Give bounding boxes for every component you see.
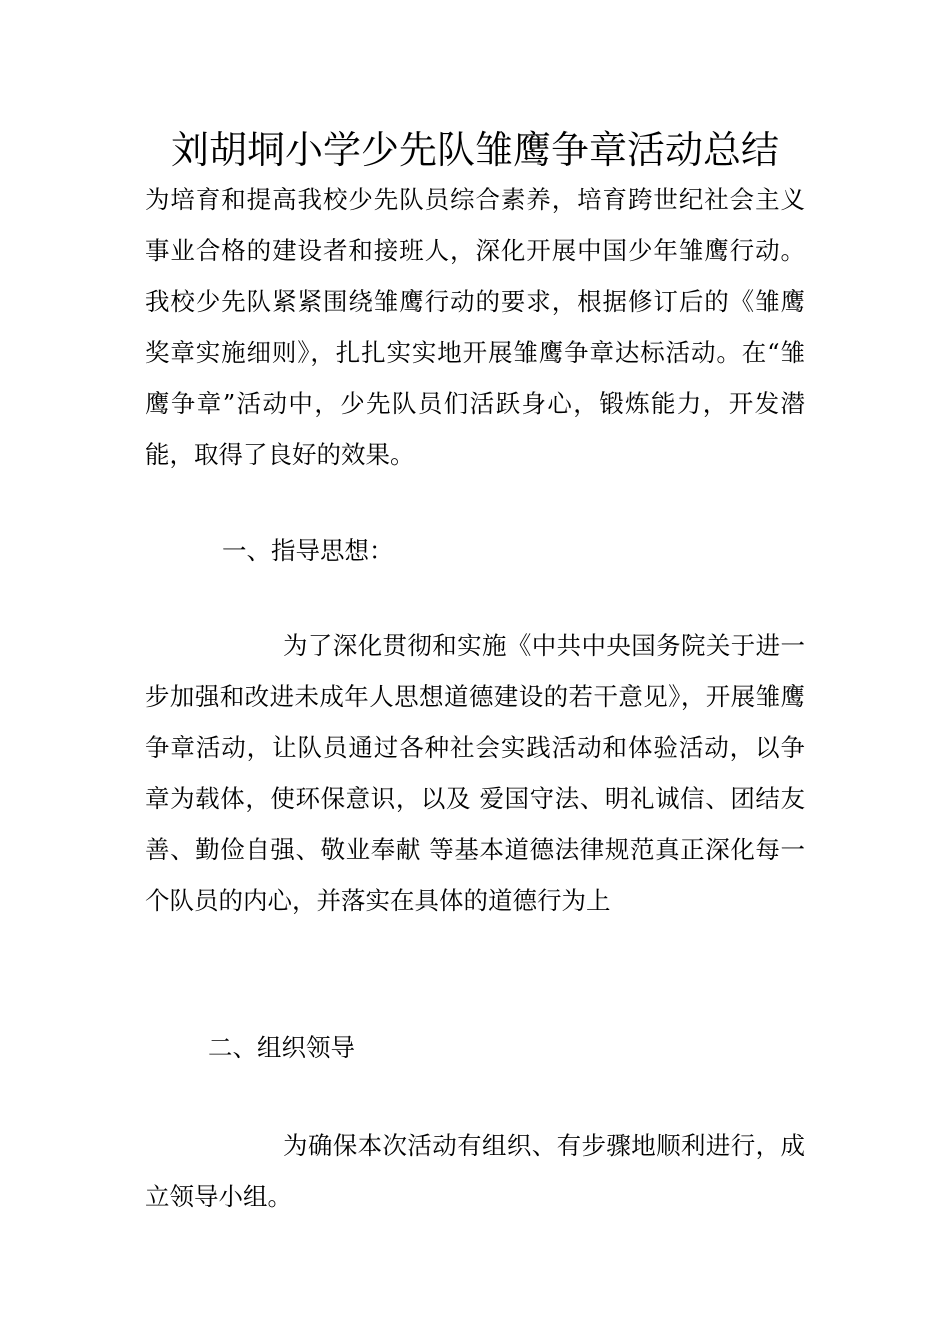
document-title: 刘胡垌小学少先队雏鹰争章活动总结 [170,128,779,172]
organization-paragraph: 为确保本次活动有组织、有步骤地顺利进行，成立领导小组。 [145,1131,805,1211]
guiding-ideology-paragraph: 为了深化贯彻和实施《中共中央国务院关于进一步加强和改进未成年人思想道德建设的若干意见》，开展雏鹰争章活动，让队员通过各种社会实践活动和体验活动，以争章为载体，使环保意识，以及 爱国守法、明礼诚信、团结友善、勤俭自强、敬业奉献 等基本道德法律规范真正深化每一个队员的内心，并落实在具体的道德行为上 [145,631,805,915]
section-heading-guiding-ideology: 一、指导思想： [222,536,394,565]
intro-paragraph: 为培育和提高我校少先队员综合素养，培育跨世纪社会主义事业合格的建设者和接班人，深化开展中国少年雏鹰行动。我校少先队紧紧围绕雏鹰行动的要求，根据修订后的《雏鹰奖章实施细则》，扎扎实实地开展雏鹰争章达标活动。在“雏鹰争章”活动中，少先队员们活跃身心，锻炼能力，开发潜能，取得了良好的效果。 [145,185,805,469]
section-heading-organization: 二、组织领导 [208,1033,355,1062]
